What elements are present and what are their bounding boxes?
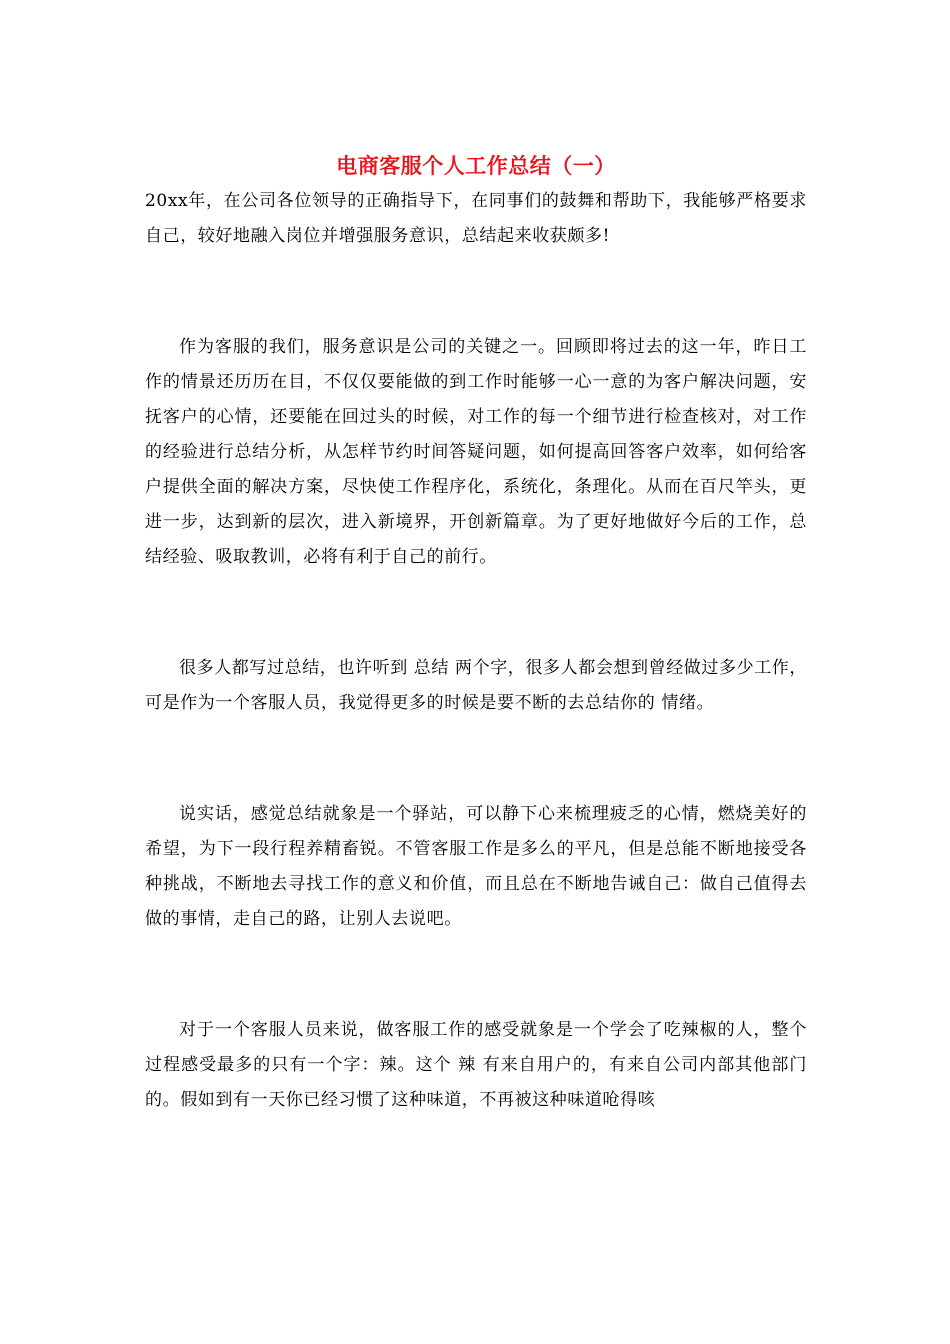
body-paragraph-spicy: 对于一个客服人员来说，做客服工作的感受就象是一个学会了吃辣椒的人，整个过程感受最多的只有一个字：辣。这个 辣 有来自用户的，有来自公司内部其他部门的。假如到有一天你已经习惯了这种味道，不再被这种味道呛得咳 <box>145 1020 807 1110</box>
body-paragraph-service: 作为客服的我们，服务意识是公司的关键之一。回顾即将过去的这一年，昨日工作的情景还历历在目，不仅仅要能做的到工作时能够一心一意的为客户解决问题，安抚客户的心情，还要能在回过头的时候，对工作的每一个细节进行检查核对，对工作的经验进行总结分析，从怎样节约时间答疑问题，如何提高回答客户效率，如何给客户提供全面的解决方案，尽快使工作程序化，系统化，条理化。从而在百尺竿头，更进一步，达到新的层次，进入新境界，开创新篇章。为了更好地做好今后的工作，总结经验、吸取教训，必将有利于自己的前行。 <box>145 337 807 567</box>
intro-paragraph: 20xx年，在公司各位领导的正确指导下，在同事们的鼓舞和帮助下，我能够严格要求自己，较好地融入岗位并增强服务意识，总结起来收获颇多! <box>145 191 807 246</box>
body-paragraph-station: 说实话，感觉总结就象是一个驿站，可以静下心来梳理疲乏的心情，燃烧美好的希望，为下一段行程养精畜锐。不管客服工作是多么的平凡，但是总能不断地接受各种挑战，不断地去寻找工作的意义和价值，而且总在不断地告诫自己：做自己值得去做的事情，走自己的路，让别人去说吧。 <box>145 804 807 929</box>
document-page <box>145 150 807 1118</box>
body-paragraph-emotion: 很多人都写过总结，也许听到 总结 两个字，很多人都会想到曾经做过多少工作，可是作为一个客服人员，我觉得更多的时候是要不断的去总结你的 情绪。 <box>145 658 808 713</box>
document-title: 电商客服个人工作总结（一） <box>336 154 616 178</box>
